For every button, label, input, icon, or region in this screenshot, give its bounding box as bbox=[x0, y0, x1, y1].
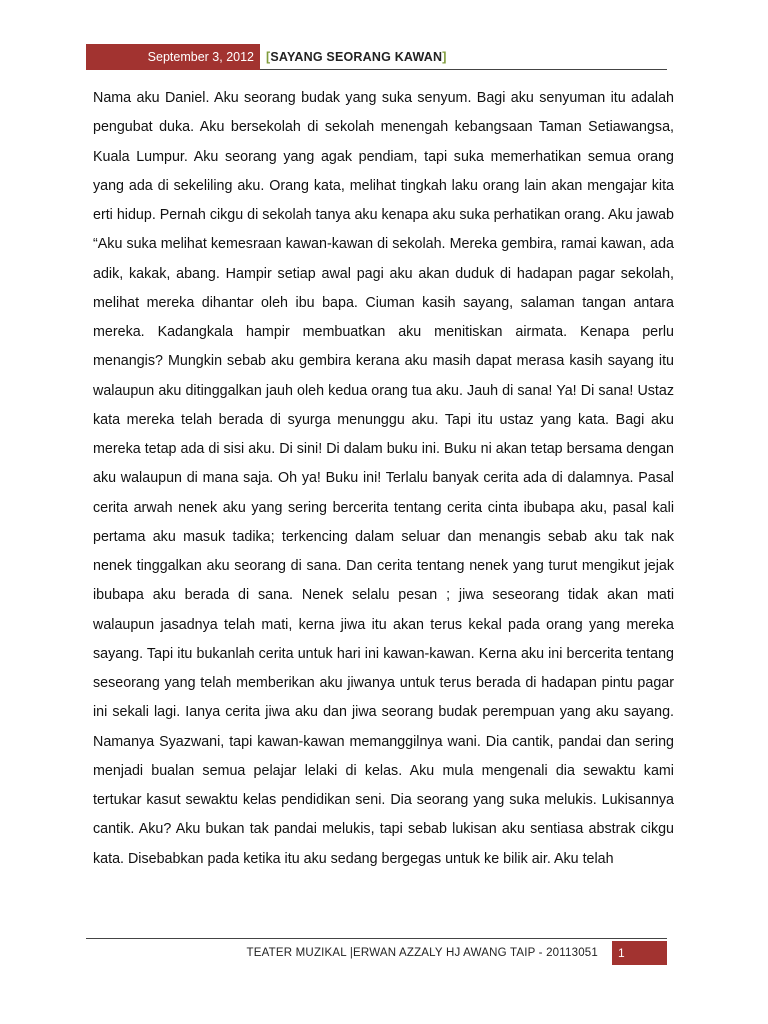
header-bracket-open: [ bbox=[266, 50, 271, 64]
page-number: 1 bbox=[612, 941, 667, 965]
header-rule bbox=[260, 69, 667, 70]
footer-rule bbox=[86, 938, 667, 939]
body-paragraph: Nama aku Daniel. Aku seorang budak yang suka senyum. Bagi aku senyuman itu adalah pengubat duka. Aku bersekolah di sekolah menengah kebangsaan Taman Setiawangsa, Kuala Lumpur. Aku seorang yang agak pendiam, tapi suka memerhatikan semua orang yang ada di sekeliling aku. Orang kata, melihat tingkah laku orang lain akan mengajar kita erti hidup. Pernah cikgu di sekolah tanya aku kenapa aku suka perhatikan orang. Aku jawab “Aku suka melihat kemesraan kawan-kawan di sekolah. Mereka gembira, ramai kawan, ada adik, kakak, abang. Hampir setiap awal pagi aku akan duduk di hadapan pagar sekolah, melihat mereka dihantar oleh ibu bapa. Ciuman kasih sayang, salaman tangan antara mereka. Kadangkala hampir membuatkan aku menitiskan airmata. Kenapa perlu menangis? Mungkin sebab aku gembira kerana aku masih dapat merasa kasih sayang itu walaupun aku ditinggalkan jauh oleh kedua orang tua aku. Jauh di sana! Ya! Di sana! Ustaz kata mereka telah berada di syurga menunggu aku. Tapi itu ustaz yang kata. Bagi aku mereka tetap ada di sisi aku. Di sini! Di dalam buku ini. Buku ni akan tetap bersama dengan aku walaupun di mana saja. Oh ya! Buku ini! Terlalu banyak cerita ada di dalamnya. Pasal cerita arwah nenek aku yang sering bercerita tentang cerita cinta ibubapa aku, pasal kali pertama aku masuk tadika; terkencing dalam seluar dan menangis sebab aku tak nak nenek tinggalkan aku seorang di sana. Dan cerita tentang nenek yang turut mengikut jejak ibubapa aku berada di sana. Nenek selalu pesan ; jiwa seseorang tidak akan mati walaupun jasadnya telah mati, kerna jiwa itu akan terus kekal pada orang yang mereka sayang. Tapi itu bukanlah cerita untuk hari ini kawan-kawan. Kerna aku ini bercerita tentang seseorang yang telah memberikan aku jiwanya untuk terus berada di hadapan pintu pagar ini sekali lagi. Ianya cerita jiwa aku dan jiwa seorang budak perempuan yang aku sayang. Namanya Syazwani, tapi kawan-kawan memanggilnya wani. Dia cantik, pandai dan sering menjadi bualan semua pelajar lelaki di kelas. Aku mula mengenali dia sewaktu kami tertukar kasut sewaktu kelas pendidikan seni. Dia seorang yang suka melukis. Lukisannya cantik. Aku? Aku bukan tak pandai melukis, tapi sebab lukisan aku sentiasa abstrak cikgu kata. Disebabkan pada ketika itu aku sedang bergegas untuk ke bilik air. Aku telah bbox=[93, 90, 674, 867]
header-title-block bbox=[266, 44, 447, 70]
page-header bbox=[86, 44, 667, 70]
header-date: September 3, 2012 bbox=[86, 44, 260, 70]
header-title: SAYANG SEORANG KAWAN bbox=[270, 50, 443, 64]
footer-text: TEATER MUZIKAL |ERWAN AZZALY HJ AWANG TAIP - 20113051 bbox=[246, 947, 598, 959]
header-bracket-close: ] bbox=[442, 50, 447, 64]
